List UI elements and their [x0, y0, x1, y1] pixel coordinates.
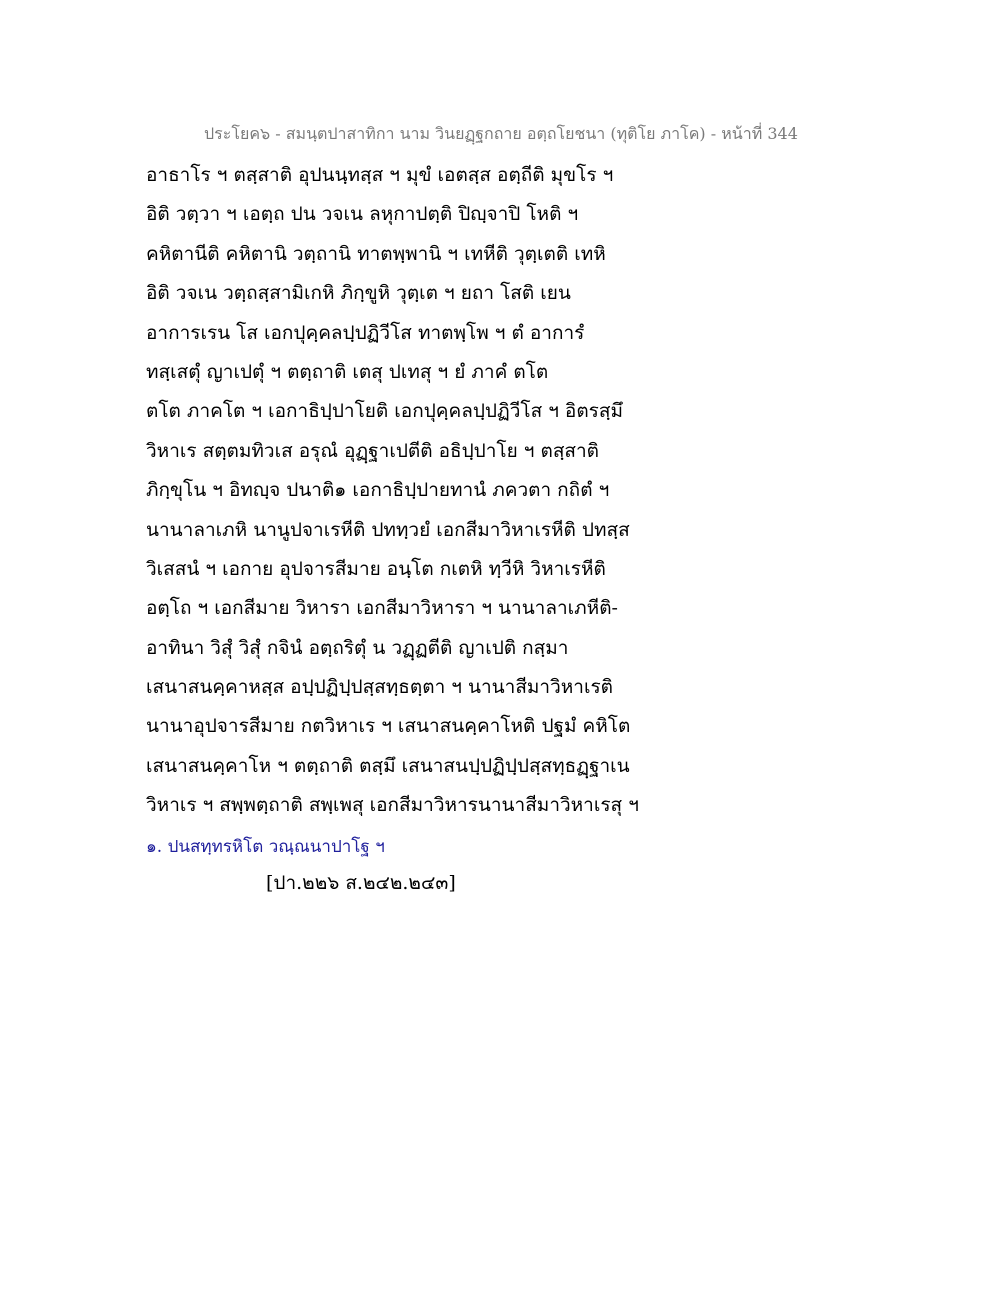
- body-line-5: อาการเรน โส เอกปุคฺคลปฺปฏิวีโส ทาตพฺโพ ฯ ตํ อาการํ: [146, 321, 585, 344]
- body-line-16: เสนาสนคฺคาโห ฯ ตตฺถาติ ตสฺมึ เสนาสนปฺปฏิปฺปสฺสทฺธฏฺฐาเน: [146, 754, 630, 777]
- body-line-2: อิติ วตฺวา ฯ เอตฺถ ปน วจเน ลหุกาปตฺติ ปิญฺจาปิ โหติ ฯ: [146, 203, 579, 226]
- body-line-11: วิเสสนํ ฯ เอกาย อุปจารสีมาย อนฺโต กเตหิ ทฺวีหิ วิหาเรหีติ: [146, 557, 606, 580]
- body-line-12: อตฺโถ ฯ เอกสีมาย วิหารา เอกสีมาวิหารา ฯ นานาลาเภหีติ-: [146, 597, 618, 620]
- body-text: [146, 156, 906, 826]
- body-line-4: อิติ วจเน วตฺถสฺสามิเกหิ ภิกฺขูหิ วุตฺเต ฯ ยถา โสติ เยน: [146, 282, 571, 305]
- page-reference: [ปา.๒๒๖ ส.๒๔๒.๒๔๓]: [266, 872, 456, 894]
- body-line-10: นานาลาเภหิ นานูปจาเรหีติ ปททฺวยํ เอกสีมาวิหาเรหีติ ปทสฺส: [146, 518, 630, 541]
- body-line-15: นานาอุปจารสีมาย กตวิหาเร ฯ เสนาสนคฺคาโหติ ปฐมํ คหิโต: [146, 715, 631, 738]
- body-line-14: เสนาสนคฺคาหสฺส อปฺปฏิปฺปสฺสทฺธตฺตา ฯ นานาสีมาวิหาเรติ: [146, 676, 614, 699]
- body-line-9: ภิกฺขุโน ฯ อิทญฺจ ปนาติ๑ เอกาธิปฺปายทานํ ภควตา กถิตํ ฯ: [146, 479, 610, 502]
- body-line-7: ตโต ภาคโต ฯ เอกาธิปฺปาโยติ เอกปุคฺคลปฺปฏิวีโส ฯ อิตรสฺมึ: [146, 400, 624, 423]
- body-line-17: วิหาเร ฯ สพฺพตฺถาติ สพฺเพสุ เอกสีมาวิหารนานาสีมาวิหาเรสุ ฯ: [146, 794, 639, 817]
- body-line-1: อาธาโร ฯ ตสฺสาติ อุปนนฺทสฺส ฯ มุขํ เอตสฺส อตฺถีติ มุขโร ฯ: [146, 164, 614, 186]
- body-line-6: ทสฺเสตุํ ญาเปตุํ ฯ ตตฺถาติ เตสุ ปเทสุ ฯ ยํ ภาคํ ตโต: [146, 360, 549, 383]
- body-line-3: คหิตานีติ คหิตานิ วตฺถานิ ทาตพฺพานิ ฯ เทหีติ วุตฺเตติ เทหิ: [146, 242, 606, 265]
- footnote: ๑. ปนสทฺทรหิโต วณฺณนาปาโฐ ฯ: [146, 837, 385, 857]
- body-line-8: วิหาเร สตฺตมทิวเส อรุณํ อุฏฺฐาเปตีติ อธิปฺปาโย ฯ ตสฺสาติ: [146, 439, 600, 462]
- body-line-13: อาทินา วิสุํ วิสุํ กจินํ อตฺถริตุํ น วฏฺฏตีติ ญาเปติ กสฺมา: [146, 636, 569, 659]
- running-header: ประโยค๖ - สมนฺตปาสาทิกา นาม วินยฏฺฐกถาย อตฺถโยชนา (ทุติโย ภาโค) - หน้าที่ 344: [204, 124, 798, 143]
